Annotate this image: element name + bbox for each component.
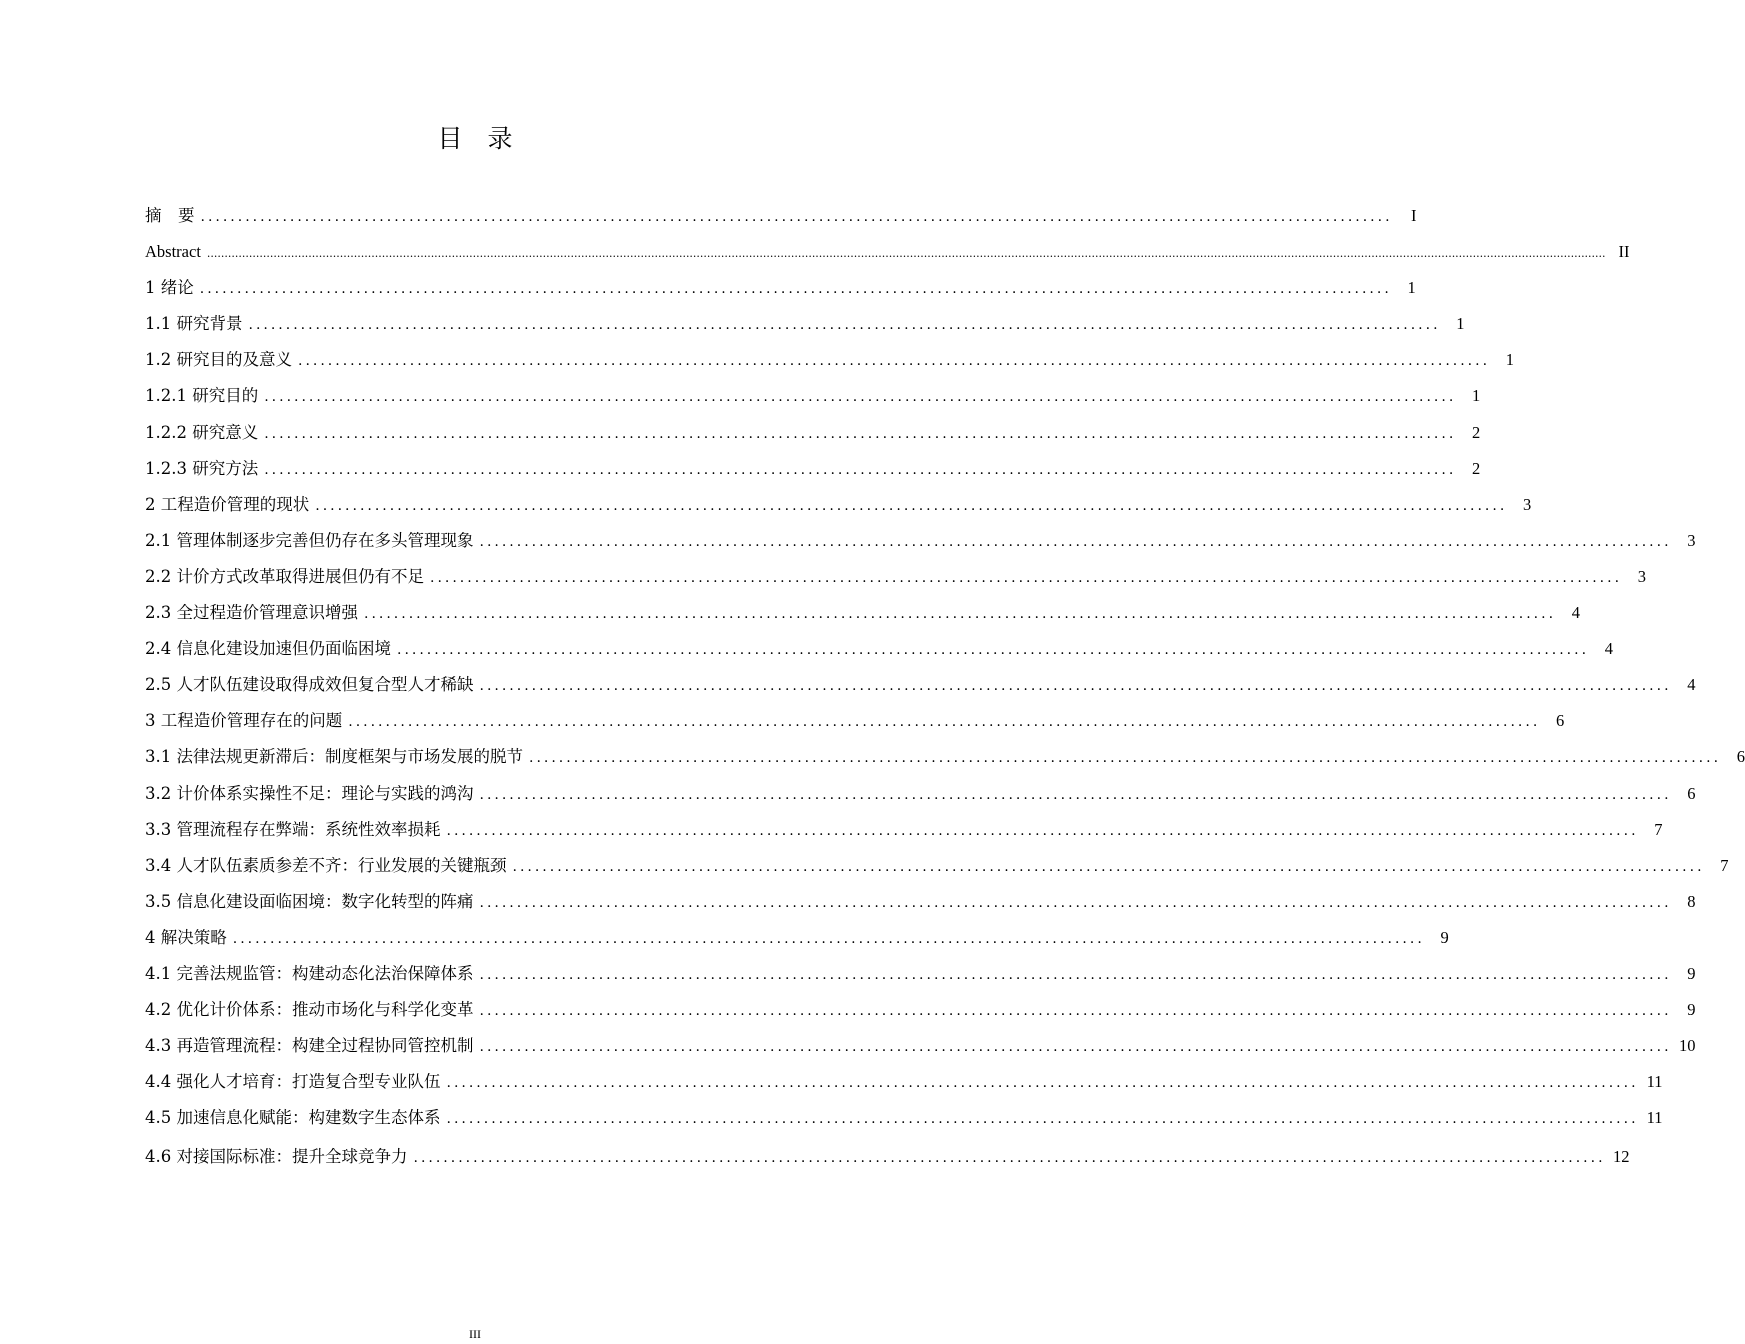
toc-dot-leader: ................................................................................................................................................................ <box>479 894 1672 911</box>
toc-dot-leader: ................................................................................................................................................................ <box>264 461 1457 478</box>
toc-dot-leader: ................................................................................................................................................................ <box>446 822 1639 839</box>
toc-entry-page: 4 <box>1571 603 1581 623</box>
toc-entry-page: 11 <box>1646 1072 1663 1092</box>
toc-entry-label: 1.2.1 研究目的 <box>145 386 259 406</box>
toc-entry-label: Abstract <box>145 242 201 262</box>
toc-dot-leader: ................................................................................................................................................................ <box>479 533 1672 550</box>
toc-dot-leader: ................................................................................................................................................................ <box>264 425 1457 442</box>
toc-entry-page: 1 <box>1456 314 1465 334</box>
toc-entry-label: 1 绪论 <box>145 278 194 298</box>
toc-dot-leader: ................................................................................................................................................................................................................................................................................................................................................................................................................ <box>206 247 1606 261</box>
toc-entry-label: 4.3 再造管理流程：构建全过程协同管控机制 <box>145 1036 474 1056</box>
toc-entry-label: 1.1 研究背景 <box>145 314 243 334</box>
toc-entry-label: 摘 要 <box>145 206 195 225</box>
toc-dot-leader: ................................................................................................................................................................ <box>446 1075 1639 1092</box>
toc-entry[interactable] <box>145 595 1581 631</box>
toc-entry-page: I <box>1411 206 1417 225</box>
toc-entry[interactable] <box>145 739 1745 775</box>
toc-entry[interactable] <box>145 920 1449 956</box>
toc-entry[interactable] <box>145 523 1696 559</box>
toc-entry[interactable] <box>145 487 1532 523</box>
toc-dot-leader: ................................................................................................................................................................ <box>413 1150 1606 1167</box>
toc-entry-page: 2 <box>1472 458 1481 478</box>
toc-entry[interactable] <box>145 1064 1663 1100</box>
toc-entry[interactable] <box>145 415 1481 451</box>
toc-entry-label: 2.4 信息化建设加速但仍面临困境 <box>145 639 391 659</box>
toc-entry-page: 2 <box>1472 422 1481 442</box>
toc-entry-page: 7 <box>1654 819 1663 839</box>
toc-dot-leader: ................................................................................................................................................................ <box>479 678 1672 695</box>
toc-entry-label: 2.2 计价方式改革取得进展但仍有不足 <box>145 566 424 586</box>
toc-entry-label: 3.5 信息化建设面临困境：数字化转型的阵痛 <box>145 891 474 911</box>
page-title: 目 录 <box>437 124 513 153</box>
toc-entry[interactable] <box>145 234 1630 270</box>
table-of-contents <box>145 198 1745 1176</box>
toc-entry-page: 6 <box>1736 747 1745 767</box>
toc-entry-label: 2 工程造价管理的现状 <box>145 494 310 514</box>
toc-dot-leader: ................................................................................................................................................................ <box>479 1039 1672 1056</box>
toc-dot-leader: ................................................................................................................................................................ <box>397 642 1590 659</box>
toc-entry-page: 3 <box>1687 530 1696 550</box>
toc-entry-page: 9 <box>1440 927 1449 947</box>
toc-entry-page: 1 <box>1505 350 1515 370</box>
toc-entry-page: 9 <box>1687 1000 1696 1020</box>
toc-entry-page: 8 <box>1687 891 1696 911</box>
toc-entry-label: 4.2 优化计价体系：推动市场化与科学化变革 <box>145 1000 474 1020</box>
toc-entry[interactable] <box>145 306 1465 342</box>
toc-entry-label: 3 工程造价管理存在的问题 <box>145 711 343 731</box>
toc-dot-leader: ................................................................................................................................................................ <box>232 930 1425 947</box>
toc-entry[interactable] <box>145 1100 1663 1136</box>
toc-entry-page: 4 <box>1687 675 1696 695</box>
toc-entry-label: 4 解决策略 <box>145 927 227 947</box>
toc-entry[interactable] <box>145 992 1696 1028</box>
toc-entry-label: 3.3 管理流程存在弊端：系统性效率损耗 <box>145 819 441 839</box>
toc-dot-leader: ................................................................................................................................................................ <box>479 1003 1672 1020</box>
toc-entry-page: 6 <box>1556 711 1565 731</box>
toc-entry[interactable] <box>145 559 1647 595</box>
toc-entry-page: 7 <box>1720 855 1729 875</box>
toc-dot-leader: ................................................................................................................................................................ <box>348 714 1541 731</box>
toc-entry-label: 3.4 人才队伍素质参差不齐：行业发展的关键瓶颈 <box>145 855 507 875</box>
toc-dot-leader: ................................................................................................................................................................ <box>529 750 1722 767</box>
toc-entry-label: 4.5 加速信息化赋能：构建数字生态体系 <box>145 1108 441 1128</box>
toc-dot-leader: ................................................................................................................................................................ <box>315 497 1508 514</box>
toc-entry[interactable] <box>145 1139 1630 1175</box>
toc-entry-page: 11 <box>1646 1108 1663 1128</box>
toc-entry-page: 6 <box>1687 783 1696 803</box>
toc-entry-page: 1 <box>1472 386 1481 406</box>
toc-entry[interactable] <box>145 451 1481 487</box>
toc-dot-leader: ................................................................................................................................................................ <box>248 317 1441 334</box>
toc-dot-leader: ................................................................................................................................................................ <box>446 1111 1639 1128</box>
toc-entry-label: 1.2.2 研究意义 <box>145 422 259 442</box>
toc-entry-label: 4.4 强化人才培育：打造复合型专业队伍 <box>145 1072 441 1092</box>
toc-entry-page: 3 <box>1523 494 1532 514</box>
toc-entry[interactable] <box>145 884 1696 920</box>
toc-entry-label: 2.1 管理体制逐步完善但仍存在多头管理现象 <box>145 530 474 550</box>
toc-entry-label: 3.2 计价体系实操性不足：理论与实践的鸿沟 <box>145 783 474 803</box>
toc-entry-label: 1.2.3 研究方法 <box>145 458 259 478</box>
toc-entry[interactable] <box>145 270 1416 306</box>
toc-entry[interactable] <box>145 1028 1696 1064</box>
toc-entry[interactable] <box>145 342 1515 378</box>
toc-entry[interactable] <box>145 956 1696 992</box>
toc-entry[interactable] <box>145 378 1481 414</box>
toc-dot-leader: ................................................................................................................................................................ <box>200 209 1393 225</box>
footer-page-number: III <box>469 1327 481 1341</box>
toc-dot-leader: ................................................................................................................................................................ <box>479 966 1672 983</box>
toc-dot-leader: ................................................................................................................................................................ <box>298 353 1491 370</box>
toc-dot-leader: ................................................................................................................................................................ <box>264 389 1457 406</box>
toc-entry-page: 4 <box>1604 639 1614 659</box>
toc-entry-page: 3 <box>1637 566 1647 586</box>
toc-entry-page: 12 <box>1613 1147 1630 1167</box>
toc-dot-leader: ................................................................................................................................................................ <box>479 786 1672 803</box>
toc-dot-leader: ................................................................................................................................................................ <box>512 858 1705 875</box>
toc-entry[interactable] <box>145 631 1614 667</box>
toc-entry-label: 4.6 对接国际标准：提升全球竞争力 <box>145 1147 408 1167</box>
toc-entry-label: 4.1 完善法规监管：构建动态化法治保障体系 <box>145 963 474 983</box>
toc-entry-page: 9 <box>1687 963 1696 983</box>
toc-dot-leader: ................................................................................................................................................................ <box>430 569 1623 586</box>
toc-entry-page: 1 <box>1407 278 1416 298</box>
toc-dot-leader: ................................................................................................................................................................ <box>364 606 1557 623</box>
toc-entry-label: 2.3 全过程造价管理意识增强 <box>145 603 358 623</box>
toc-dot-leader: ................................................................................................................................................................ <box>199 281 1392 298</box>
toc-entry[interactable] <box>145 812 1663 848</box>
toc-entry[interactable] <box>145 703 1565 739</box>
toc-entry[interactable] <box>145 667 1696 703</box>
toc-entry[interactable] <box>145 776 1696 812</box>
toc-entry-label: 2.5 人才队伍建设取得成效但复合型人才稀缺 <box>145 675 474 695</box>
toc-entry-page: 10 <box>1679 1036 1696 1056</box>
toc-entry[interactable] <box>145 848 1729 884</box>
toc-entry-page: II <box>1618 242 1630 262</box>
toc-entry[interactable] <box>145 198 1417 234</box>
toc-entry-label: 3.1 法律法规更新滞后：制度框架与市场发展的脱节 <box>145 747 523 767</box>
toc-entry-label: 1.2 研究目的及意义 <box>145 350 292 370</box>
